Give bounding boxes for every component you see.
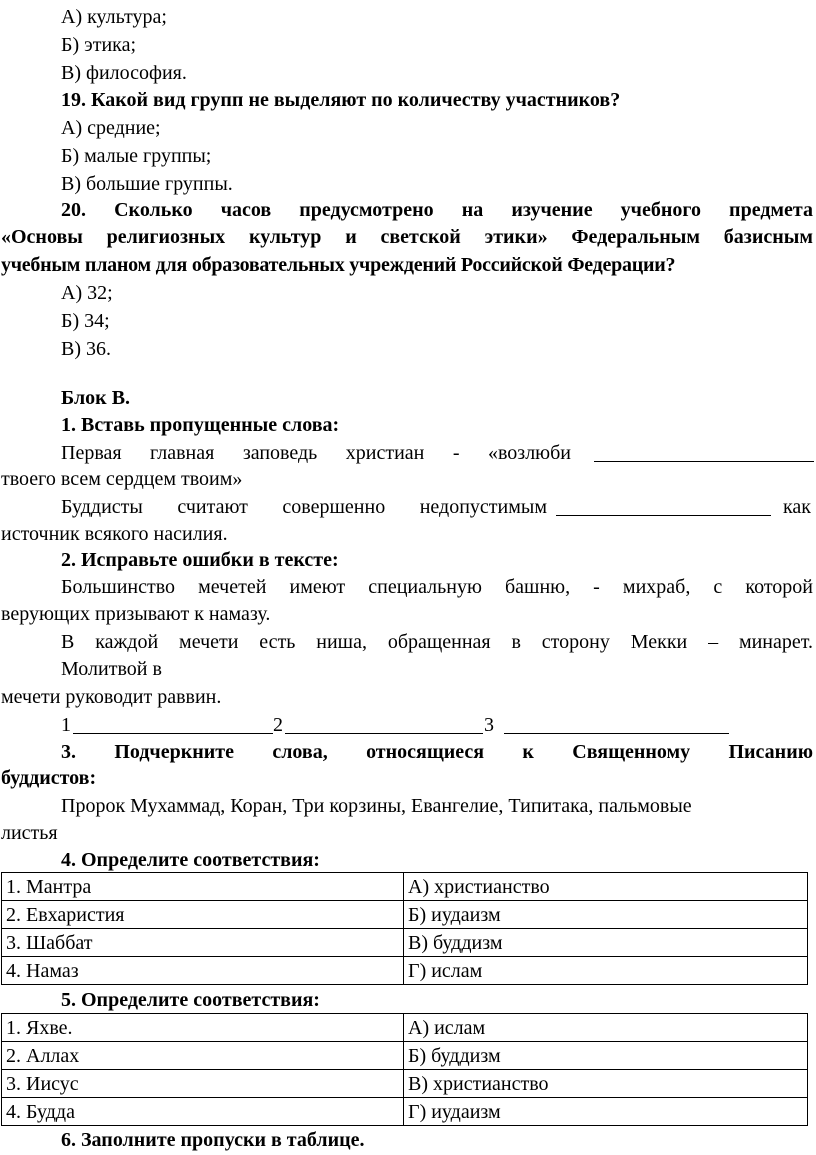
task2-paragraph2-line2: Молитвой в (61, 658, 162, 680)
task5-right-cell: А) ислам (404, 1014, 808, 1042)
q20-question-line3: учебным планом для образовательных учреждений Российской Федерации? (1, 254, 676, 276)
q20-option-a: А) 32; (61, 282, 113, 304)
q19-option-b: Б) малые группы; (61, 145, 212, 167)
task4-right-cell: А) христианство (404, 873, 808, 901)
task1-sentence1-line1: Первая главная заповедь христиан - «возлюби (61, 442, 571, 464)
task4-left-cell: 4. Намаз (2, 957, 404, 985)
task4-right-cell: В) буддизм (404, 929, 808, 957)
task5-title: 5. Определите соответствия: (61, 989, 320, 1011)
task5-right-cell: Г) иудаизм (404, 1098, 808, 1126)
block-b-title: Блок В. (61, 387, 131, 409)
task2-blank-label-1: 1 (61, 714, 71, 736)
task1-sentence2-line2: источник всякого насилия. (1, 523, 228, 545)
task4-left-cell: 2. Евхаристия (2, 901, 404, 929)
task1-title: 1. Вставь пропущенные слова: (61, 414, 340, 436)
q18-option-c: В) философия. (61, 62, 187, 84)
q20-option-c: В) 36. (61, 338, 111, 360)
q19-option-c: В) большие группы. (61, 173, 233, 195)
task1-blank-1[interactable] (594, 441, 814, 462)
table-row (2, 1014, 808, 1042)
task1-blank-2[interactable] (556, 495, 771, 516)
task2-paragraph1-line1: Большинство мечетей имеют специальную башню, - михраб, с которой (61, 576, 813, 598)
task5-left-cell: 3. Иисус (2, 1070, 404, 1098)
task5-table (1, 1013, 808, 1126)
task2-blank-3[interactable] (504, 713, 729, 734)
task4-right-cell: Г) ислам (404, 957, 808, 985)
table-row (2, 929, 808, 957)
task4-table (1, 872, 808, 985)
q20-option-b: Б) 34; (61, 310, 110, 332)
task1-sentence2-after: как (783, 496, 812, 518)
task5-left-cell: 4. Будда (2, 1098, 404, 1126)
task6-title: 6. Заполните пропуски в таблице. (61, 1129, 365, 1151)
task3-title-line1: 3. Подчеркните слова, относящиеся к Священному Писанию (61, 741, 813, 763)
task4-right-cell: Б) иудаизм (404, 901, 808, 929)
task3-words-line2[interactable]: листья (1, 822, 58, 844)
task2-blank-1[interactable] (73, 713, 273, 734)
table-row (2, 1042, 808, 1070)
task5-left-cell: 2. Аллах (2, 1042, 404, 1070)
table-row (2, 901, 808, 929)
q20-question-line2: «Основы религиозных культур и светской этики» Федеральным базисным (1, 226, 813, 248)
task2-paragraph2-line3: мечети руководит раввин. (1, 686, 222, 708)
task2-blank-label-2: 2 (273, 714, 283, 736)
q18-option-a: А) культура; (61, 6, 167, 28)
q18-option-b: Б) этика; (61, 34, 137, 56)
task4-title: 4. Определите соответствия: (61, 849, 320, 871)
task5-right-cell: Б) буддизм (404, 1042, 808, 1070)
task4-left-cell: 3. Шаббат (2, 929, 404, 957)
q19-question: 19. Какой вид групп не выделяют по количеству участников? (61, 89, 621, 111)
task2-blank-label-3: 3 (484, 714, 494, 736)
task2-paragraph2-line1: В каждой мечети есть ниша, обращенная в сторону Мекки – минарет. (61, 631, 813, 653)
task2-blank-2[interactable] (285, 713, 483, 734)
task3-title-line2: буддистов: (1, 767, 97, 789)
q19-option-a: А) средние; (61, 117, 161, 139)
q20-question-line1: 20. Сколько часов предусмотрено на изучение учебного предмета (61, 199, 813, 221)
table-row (2, 957, 808, 985)
task5-left-cell: 1. Яхве. (2, 1014, 404, 1042)
table-row (2, 1070, 808, 1098)
table-row (2, 873, 808, 901)
task1-sentence1-line2: твоего всем сердцем твоим» (1, 468, 243, 490)
task2-title: 2. Исправьте ошибки в тексте: (61, 549, 339, 571)
task2-paragraph1-line2: верующих призывают к намазу. (1, 603, 271, 625)
task1-sentence2-line1: Буддисты считают совершенно недопустимым (61, 496, 547, 518)
task5-right-cell: В) христианство (404, 1070, 808, 1098)
task4-left-cell: 1. Мантра (2, 873, 404, 901)
table-row (2, 1098, 808, 1126)
task3-words-line1[interactable]: Пророк Мухаммад, Коран, Три корзины, Евангелие, Типитака, пальмовые (61, 795, 692, 817)
